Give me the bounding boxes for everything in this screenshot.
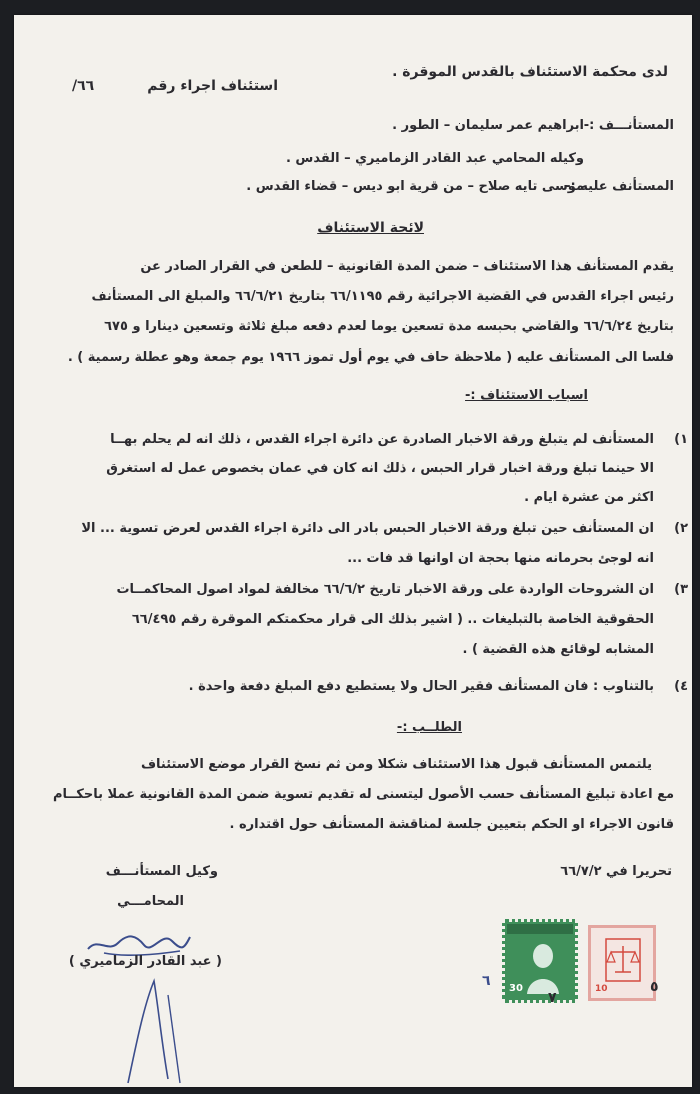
document-title: لائحة الاستئناف [317,220,424,236]
reason-number: ١) [674,432,688,447]
revenue-stamp-red: 10 [588,925,656,1001]
request-line: مع اعادة تبليغ المستأنف حسب الأصول ليتسنى له تقديم تسوية ضمن المدة القانونية عملا باحكــام [53,787,674,802]
document-page [14,15,692,1087]
pen-mark [124,975,204,1085]
respondent-name: موسى تايه صلاح – من قرية ابو ديس – قضاء القدس . [246,179,584,194]
intro-line: فلسا الى المستأنف عليه ( ملاحظة حاف في يوم أول تموز ١٩٦٦ يوم جمعة وهو عطلة رسمية ) . [67,350,674,365]
reason-line: بالتناوب : فان المستأنف فقير الحال ولا يستطيع دفع المبلغ دفعة واحدة . [188,679,654,694]
appellant-agent: وكيله المحامي عبد القادر الزماميري – القدس . [285,151,584,166]
reason-line: المستأنف لم يتبلغ ورقة الاخبار الصادرة عن دائرة اجراء القدس ، ذلك انه لم يحلم بهــا [110,432,654,447]
signature-role: وكيل المستأنـــف [105,864,218,879]
appellant-label: المستأنـــف :- [583,118,674,133]
signature-title: المحامـــي [117,894,184,909]
handwritten-signature [84,919,194,959]
signature-name: ( عبد القادر الزماميري ) [68,954,222,969]
appellant-name: ابراهيم عمر سليمان – الطور . [392,118,584,133]
marginal-number: ٥ [650,979,659,995]
reason-number: ٣) [674,582,688,597]
reason-line: الا حينما تبلغ ورقة اخبار قرار الحبس ، ذلك انه كان في عمان بخصوص عمل له استغرق [106,461,654,476]
reasons-heading: اسباب الاستئناف :- [465,388,588,403]
reason-line: المشابه لوقائع هذه القضية ) . [462,642,654,657]
marginal-number: ٧ [548,990,557,1006]
request-heading: الطلــب :- [396,720,462,735]
reason-line: الحقوقية الخاصة بالتبليغات .. ( اشير بذلك الى قرار محكمتكم الموقرة رقم ٦٦/٤٩٥ [131,612,654,627]
respondent-label: المستأنف عليه :- [565,179,674,194]
case-number: ٦٦/ [72,78,95,94]
reason-line: اكثر من عشرة ايام . [524,490,654,505]
reason-line: انه لوجئ بحرمانه منها بحجة ان اوانها قد فات ... [347,551,654,566]
reason-number: ٤) [674,679,688,694]
request-line: قانون الاجراء او الحكم بتعيين جلسة لمناقشة المستأنف حول اقتداره . [229,817,674,832]
court-heading: لدى محكمة الاستئناف بالقدس الموقرة . [392,64,668,80]
reason-line: ان المستأنف حين تبلغ ورقة الاخبار الحبس بادر الى دائرة اجراء القدس لعرض تسوية ... الا [81,521,654,536]
reason-number: ٢) [674,521,688,536]
case-label: استئناف اجراء رقم [147,78,278,94]
reason-line: ان الشروحات الواردة على ورقة الاخبار تاريخ ٦٦/٦/٢ مخالفة لمواد اصول المحاكمــات [116,582,654,597]
revenue-stamp-green: 30 [502,919,578,1003]
request-line: يلتمس المستأنف قبول هذا الاستئناف شكلا ومن ثم نسخ القرار موضع الاستئناف [140,757,652,772]
intro-line: رئيس اجراء القدس في القضية الاجرائية رقم ٦٦/١١٩٥ بتاريخ ٦٦/٦/٢١ والمبلغ الى المستأنف [91,289,674,304]
date-line: تحريرا في ٦٦/٧/٢ [560,864,672,879]
intro-line: بتاريخ ٦٦/٦/٢٤ والقاضي بحبسه مدة تسعين يوما لعدم دفعه مبلغ ثلاثة وتسعين دينارا و ٦٧٥ [104,319,674,334]
marginal-number: ٦ [482,973,491,989]
intro-line: يقدم المستأنف هذا الاستئناف – ضمن المدة القانونية – للطعن في القرار الصادر عن [140,259,674,274]
